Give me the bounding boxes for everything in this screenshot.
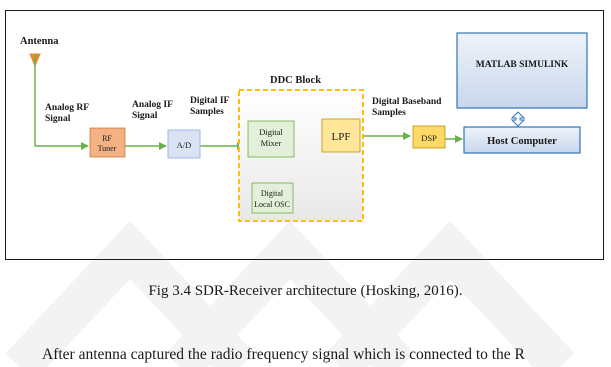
matlab-simulink-block — [457, 33, 587, 108]
matlab-host-bidirectional-arrow — [512, 112, 524, 126]
lpf-label: LPF — [331, 131, 351, 143]
local-osc-label-line2: Local OSC — [254, 200, 290, 209]
digital-mixer-label-line2: Mixer — [260, 138, 282, 148]
matlab-simulink-label: MATLAB SIMULINK — [475, 60, 569, 70]
body-paragraph: After antenna captured the radio frequency signal which is connected to the R — [42, 346, 525, 363]
digital-if-label-line1: Digital IF — [190, 96, 230, 106]
dsp-label: DSP — [421, 133, 437, 143]
local-osc-label-line1: Digital — [260, 189, 284, 198]
analog-if-label-line2: Signal — [132, 111, 158, 121]
figure-caption: Fig 3.4 SDR-Receiver architecture (Hosking, 2016). — [148, 283, 463, 299]
digital-baseband-label-line1: Digital Baseband — [372, 97, 442, 107]
analog-rf-label-line2: Signal — [45, 114, 71, 124]
analog-rf-label-line1: Analog RF — [45, 103, 90, 113]
digital-mixer-label-line1: Digital — [259, 127, 283, 137]
rf-tuner-label-line1: RF — [102, 134, 112, 143]
antenna-label: Antenna — [20, 36, 59, 47]
ad-converter-label: A/D — [176, 140, 192, 150]
digital-if-label-line2: Samples — [190, 107, 224, 117]
ddc-block-label: DDC Block — [270, 75, 322, 86]
rf-tuner-label-line2: Tuner — [97, 144, 117, 153]
host-computer-label: Host Computer — [487, 136, 557, 147]
analog-if-label-line1: Analog IF — [132, 100, 173, 110]
digital-baseband-label-line2: Samples — [372, 108, 406, 118]
